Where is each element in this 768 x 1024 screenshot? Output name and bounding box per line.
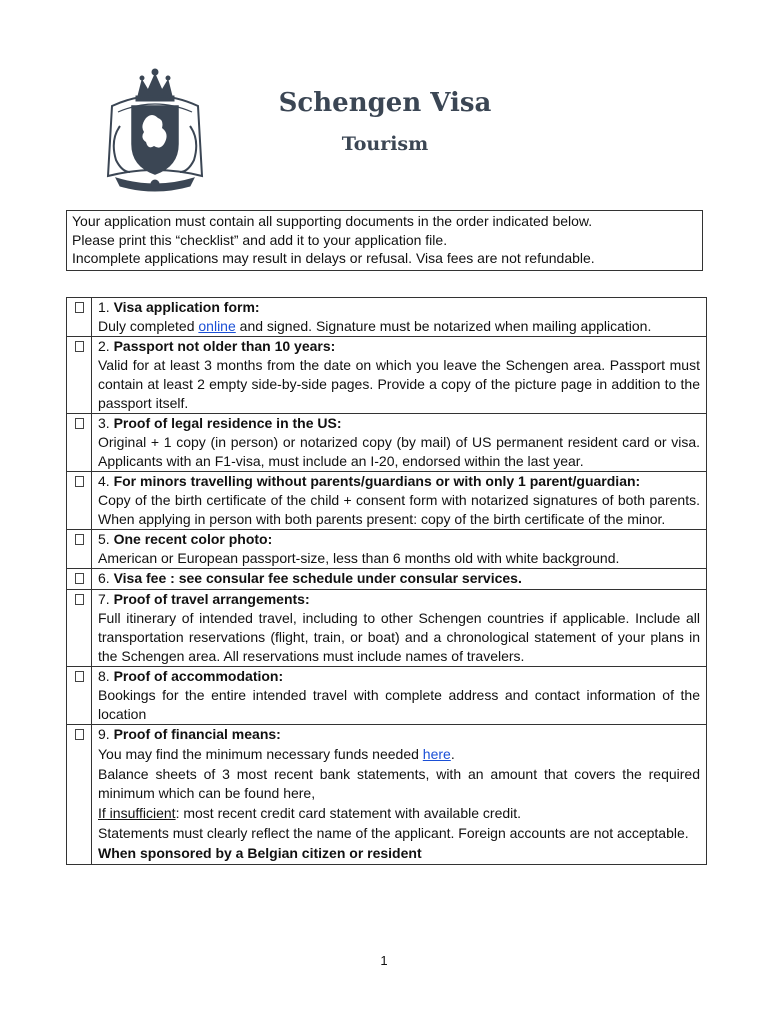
page-number: 1 — [380, 953, 388, 968]
checklist-row — [67, 472, 707, 530]
item-description: Bookings for the entire intended travel with complete address and contact information of the location — [98, 687, 700, 722]
here-link[interactable]: here — [422, 746, 451, 762]
intro-box — [66, 210, 703, 271]
coat-of-arms-logo — [98, 66, 212, 196]
intro-line: Please print this “checklist” and add it to your application file. — [72, 231, 448, 248]
checkbox[interactable] — [75, 594, 84, 605]
item-heading: Proof of legal residence in the US: — [113, 415, 342, 431]
item-heading: Proof of travel arrangements: — [113, 591, 310, 607]
checkbox[interactable] — [75, 341, 84, 352]
item-heading: Visa fee : see consular fee schedule under consular services. — [113, 570, 522, 586]
item-heading: Proof of financial means: — [113, 726, 281, 742]
online-link[interactable]: online — [198, 318, 236, 334]
item-heading: Proof of accommodation: — [113, 668, 284, 684]
item-number: 4. — [98, 473, 110, 489]
item-description: Duly completed online and signed. Signature must be notarized when mailing application. — [98, 318, 652, 334]
checkbox[interactable] — [75, 302, 84, 313]
checklist-row — [67, 667, 707, 725]
item-description: If insufficient: most recent credit card statement with available credit. — [98, 805, 522, 821]
checklist-table — [66, 297, 707, 865]
item-description: Valid for at least 3 months from the date on which you leave the Schengen area. Passport must contain at least 2 empty side-by-side pages. Provide a copy of the picture page in addition to the passport itself. — [98, 357, 700, 411]
item-description: American or European passport-size, less than 6 months old with white background. — [98, 550, 620, 566]
item-number: 1. — [98, 299, 110, 315]
checklist-row — [67, 414, 707, 472]
item-description: Original + 1 copy (in person) or notarized copy (by mail) of US permanent resident card or visa. Applicants with an F1-visa, must include an I-20, endorsed within the last year. — [98, 434, 700, 469]
item-description: Balance sheets of 3 most recent bank statements, with an amount that covers the required minimum which can be found here, — [98, 766, 700, 801]
item-description: Statements must clearly reflect the name of the applicant. Foreign accounts are not acceptable. — [98, 825, 689, 841]
checklist-row — [67, 569, 707, 590]
checkbox[interactable] — [75, 671, 84, 682]
intro-line: Your application must contain all supporting documents in the order indicated below. — [72, 213, 593, 229]
checkbox[interactable] — [75, 573, 84, 584]
checkbox[interactable] — [75, 729, 84, 740]
item-number: 5. — [98, 531, 110, 547]
page-subtitle: Tourism — [341, 133, 429, 155]
item-heading: For minors travelling without parents/guardians or with only 1 parent/guardian: — [113, 473, 641, 489]
item-number: 2. — [98, 338, 110, 354]
checklist-row — [67, 530, 707, 569]
checklist-row — [67, 590, 707, 667]
checklist-row — [67, 337, 707, 414]
item-description: Copy of the birth certificate of the child + consent form with notarized signatures of both parents. When applying in person with both parents present: copy of the birth certificate of the minor. — [98, 492, 700, 527]
item-number: 9. — [98, 726, 110, 742]
checklist-row — [67, 725, 707, 865]
item-number: 8. — [98, 668, 110, 684]
checklist-row — [67, 298, 707, 337]
checkbox[interactable] — [75, 418, 84, 429]
item-description: You may find the minimum necessary funds needed here. — [98, 746, 455, 762]
item-number: 6. — [98, 570, 110, 586]
page-title: Schengen Visa — [278, 88, 492, 118]
item-description: Full itinerary of intended travel, including to other Schengen countries if applicable. Include all transportation reservations (flight, train, or boat) and a chronological statement of your plans in the Schengen area. All reservations must include names of travelers. — [98, 610, 700, 664]
item-heading: Visa application form: — [113, 299, 260, 315]
item-number: 3. — [98, 415, 110, 431]
item-heading: One recent color photo: — [113, 531, 273, 547]
checkbox[interactable] — [75, 476, 84, 487]
item-heading: Passport not older than 10 years: — [113, 338, 336, 354]
intro-line: Incomplete applications may result in delays or refusal. Visa fees are not refundable. — [72, 250, 595, 266]
checkbox[interactable] — [75, 534, 84, 545]
item-subheading: When sponsored by a Belgian citizen or resident — [98, 845, 422, 861]
item-number: 7. — [98, 591, 110, 607]
